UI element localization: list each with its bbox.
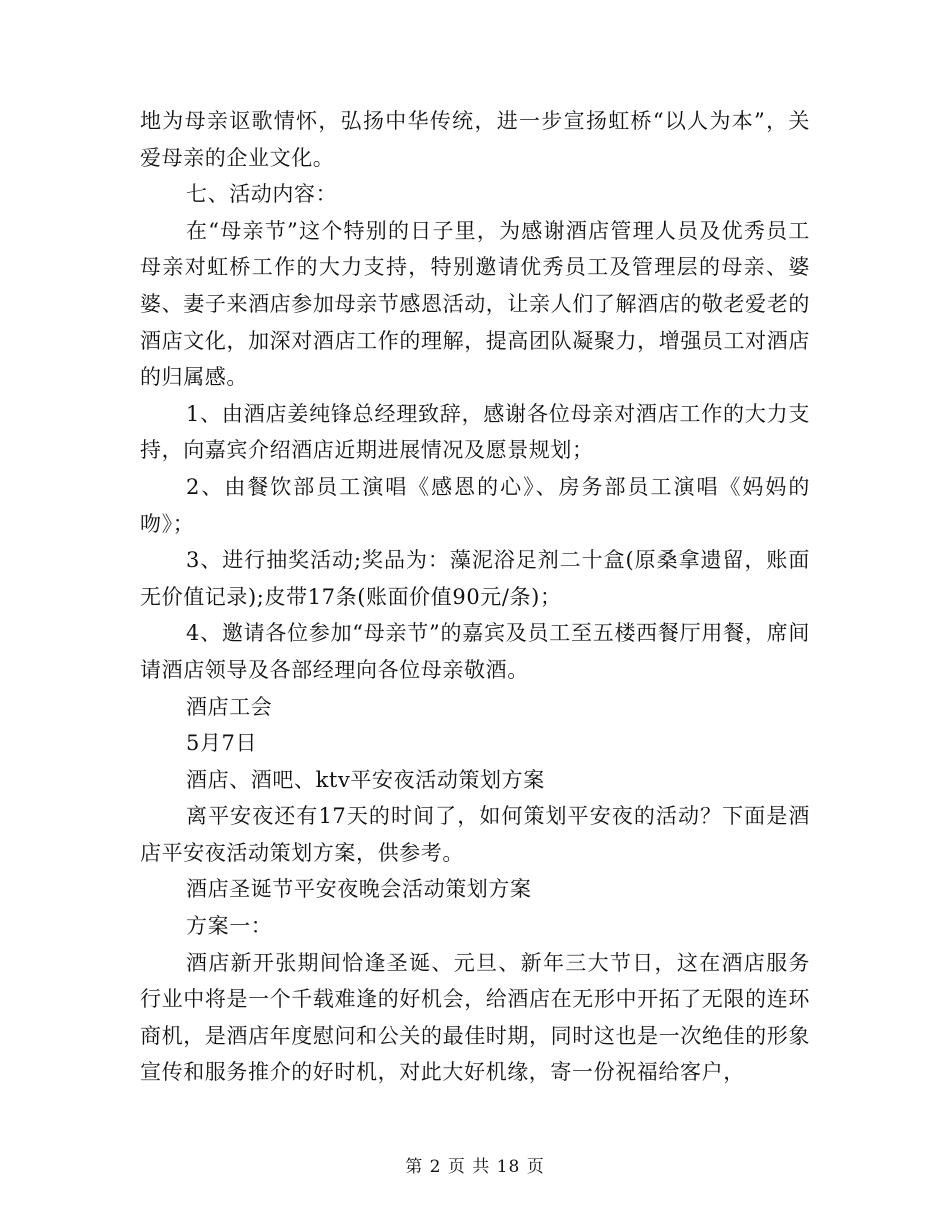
list-item: 2、由餐饮部员工演唱《感恩的心》、房务部员工演唱《妈妈的吻》； bbox=[140, 474, 810, 536]
paragraph: 地为母亲讴歌情怀，弘扬中华传统，进一步宣扬虹桥“以人为本”，关爱母亲的企业文化。 bbox=[140, 109, 810, 170]
paragraph: 酒店新开张期间恰逢圣诞、元旦、新年三大节日，这在酒店服务行业中将是一个千载难逢的好机会，给酒店在无形中开拓了无限的连环商机，是酒店年度慰问和公关的最佳时期，同时这也是一次绝佳的形象宣传和服务推介的好时机，对此大好机缘，寄一份祝福给客户， bbox=[140, 950, 810, 1085]
paragraph: 离平安夜还有17天的时间了，如何策划平安夜的活动？下面是酒店平安夜活动策划方案，供参考。 bbox=[140, 804, 810, 865]
document-title: 酒店、酒吧、ktv平安夜活动策划方案 bbox=[186, 767, 545, 792]
page-number-footer: 第 2 页 共 18 页 bbox=[405, 1157, 545, 1177]
signature-date: 5月7日 bbox=[186, 731, 258, 756]
section-heading-activity-content: 七、活动内容： bbox=[186, 182, 338, 207]
list-item: 4、邀请各位参加“母亲节”的嘉宾及员工至五楼西餐厅用餐，席间请酒店领导及各部经理向各位母亲敬酒。 bbox=[140, 621, 810, 682]
list-item: 1、由酒店姜纯锋总经理致辞，感谢各位母亲对酒店工作的大力支持，向嘉宾介绍酒店近期进展情况及愿景规划； bbox=[140, 401, 810, 463]
document-body bbox=[140, 103, 810, 1091]
section-title: 酒店圣诞节平安夜晚会活动策划方案 bbox=[186, 877, 532, 902]
paragraph: 在“母亲节”这个特别的日子里，为感谢酒店管理人员及优秀员工母亲对虹桥工作的大力支持，特别邀请优秀员工及管理层的母亲、婆婆、妻子来酒店参加母亲节感恩活动，让亲人们了解酒店的敬老爱老的酒店文化，加深对酒店工作的理解，提高团队凝聚力，增强员工对酒店的归属感。 bbox=[140, 218, 810, 390]
subsection-heading: 方案一： bbox=[186, 914, 273, 939]
list-item: 3、进行抽奖活动;奖品为：藻泥浴足剂二十盒(原桑拿遗留，账面无价值记录);皮带17条(账面价值90元/条)； bbox=[140, 548, 810, 609]
signature-org: 酒店工会 bbox=[186, 694, 273, 719]
